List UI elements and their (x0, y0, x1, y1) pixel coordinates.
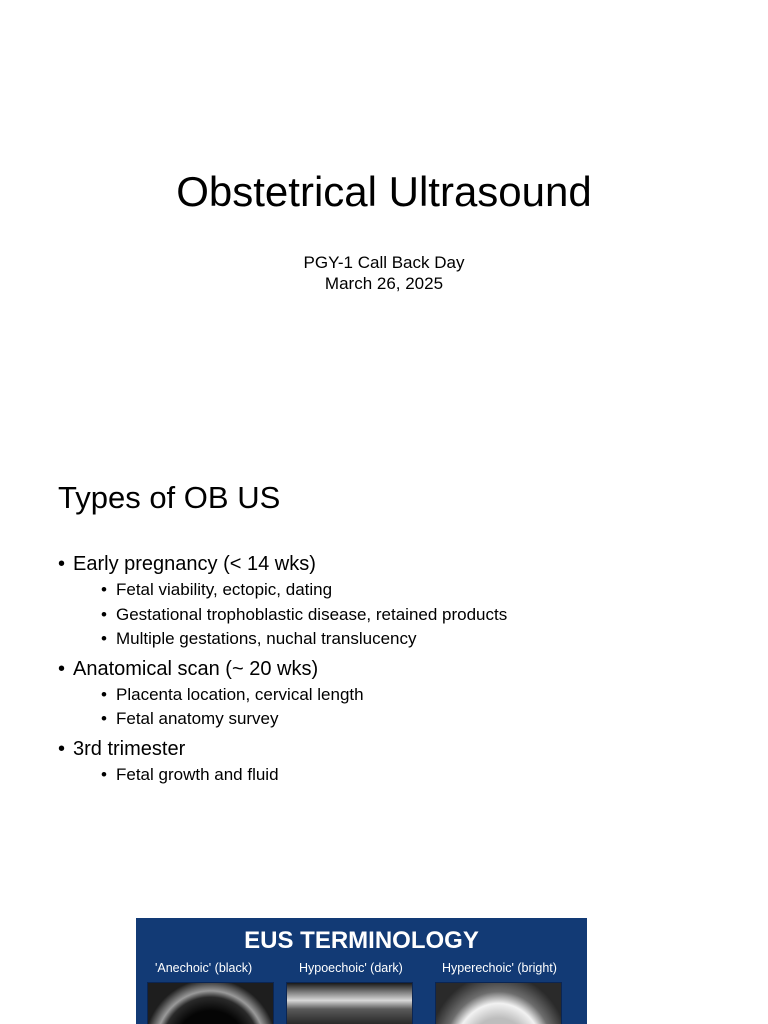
sub-bullet-item: • Gestational trophoblastic disease, retained products (73, 603, 507, 628)
bullet-item (58, 656, 507, 732)
sub-bullet-item: • Fetal anatomy survey (73, 707, 507, 732)
anechoic-label: 'Anechoic' (black) (155, 961, 253, 975)
bullet-item (58, 551, 507, 652)
hyperechoic-label: Hyperechoic' (bright) (442, 961, 557, 975)
hyperechoic-ultrasound-image (435, 982, 562, 1024)
subtitle-line: PGY-1 Call Back Day (303, 253, 465, 272)
bullet-text: 3rd trimester (73, 737, 186, 760)
bullet-item (58, 736, 507, 788)
hypoechoic-label: Hypoechoic' (dark) (299, 961, 403, 975)
sub-bullet-item: • Multiple gestations, nuchal translucency (73, 627, 507, 652)
bullet-text: Anatomical scan (~ 20 wks) (73, 657, 319, 680)
sub-bullet-item: • Fetal viability, ectopic, dating (73, 578, 507, 603)
hypoechoic-ultrasound-image (286, 982, 413, 1024)
bullet-list (58, 547, 507, 787)
slide-subtitle (0, 252, 768, 294)
slide-title: Obstetrical Ultrasound (176, 168, 592, 215)
section-title: Types of OB US (58, 480, 281, 515)
image-heading: EUS TERMINOLOGY (244, 927, 479, 954)
sub-bullet-list (73, 683, 507, 732)
subtitle-line: March 26, 2025 (324, 274, 444, 293)
bullet-text: Early pregnancy (< 14 wks) (73, 553, 316, 575)
sub-bullet-item: • Placenta location, cervical length (73, 683, 507, 708)
eus-terminology-image (136, 918, 587, 1024)
sub-bullet-list (73, 578, 507, 652)
sub-bullet-list (73, 763, 507, 788)
sub-bullet-item: • Fetal growth and fluid (73, 763, 507, 788)
anechoic-ultrasound-image (147, 982, 274, 1024)
